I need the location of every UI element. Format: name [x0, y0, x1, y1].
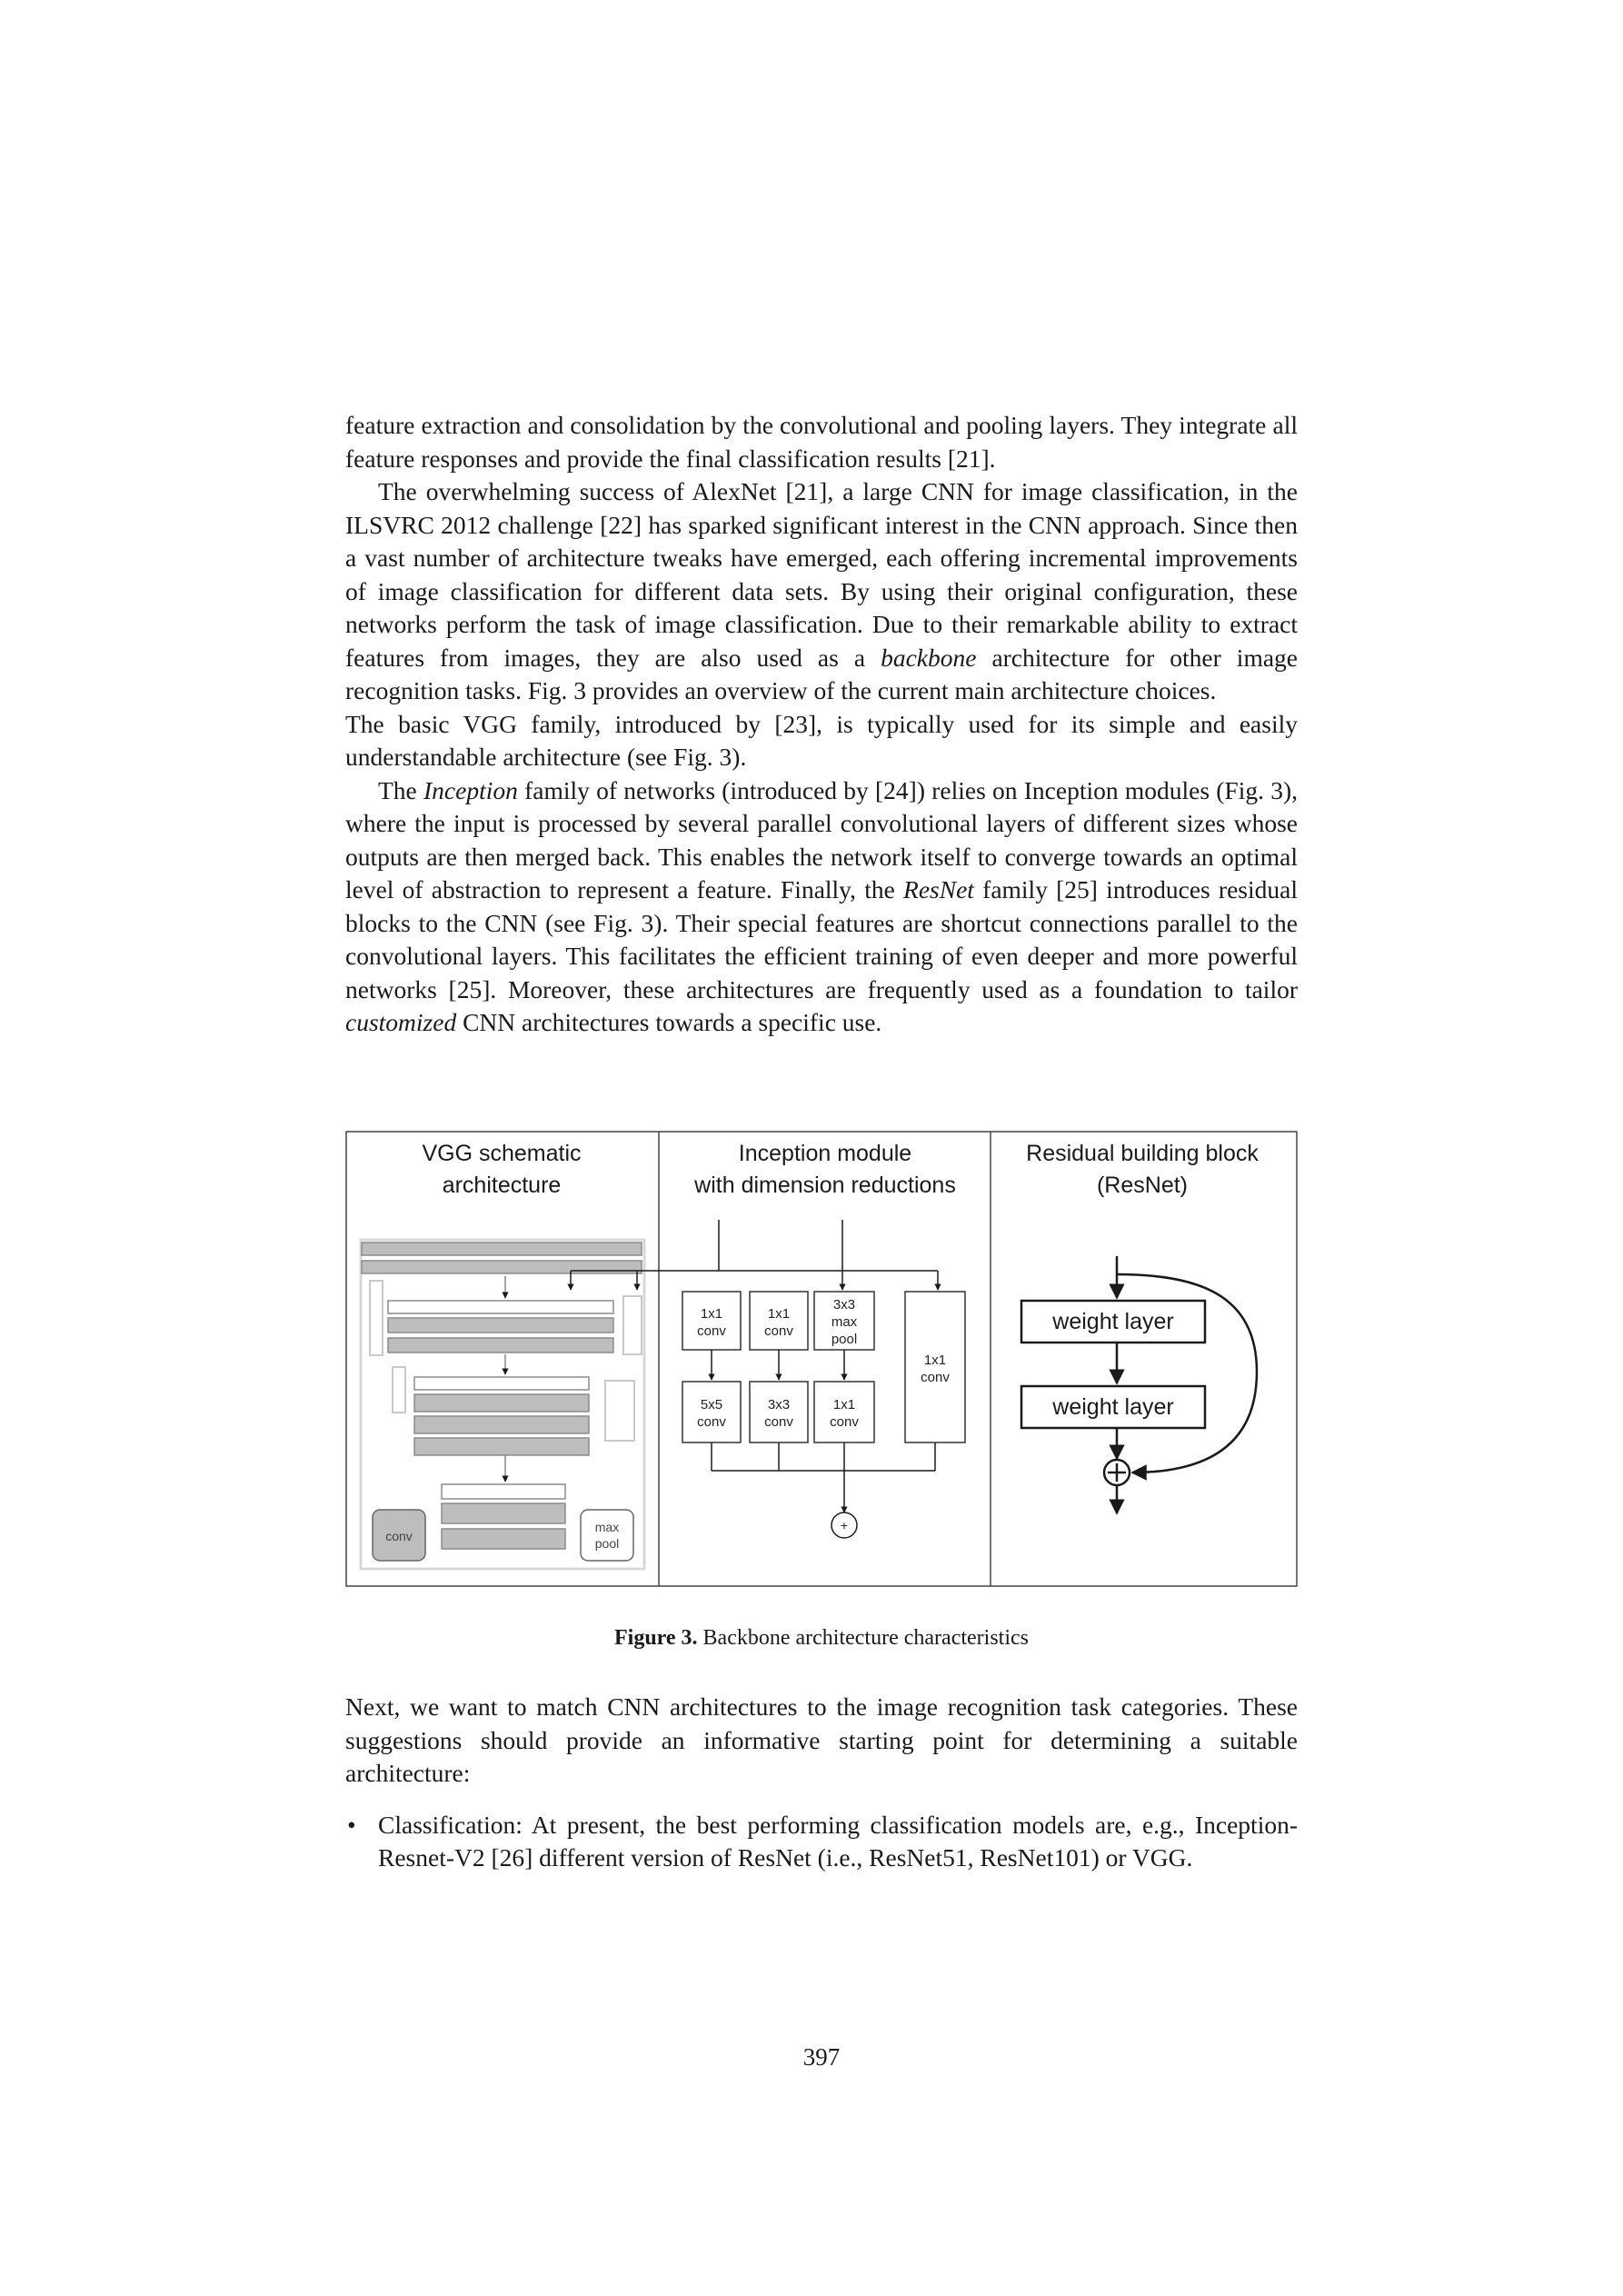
figure-caption: Figure 3. Backbone architecture characteristics [613, 1626, 1029, 1650]
paragraph-1: feature extraction and consolidation by the convolutional and pooling layers. They integrate all feature responses and provide the final classification results [21]. [345, 411, 1298, 473]
svg-text:3x3: 3x3 [767, 1397, 791, 1413]
body-text-bottom [345, 1691, 1298, 1875]
paragraph-2: The overwhelming success of AlexNet [21], a large CNN for image classification, in the ILSVRC 2012 challenge [22] has sparked significant interest in the CNN approach. Since then a vast number of architecture tweaks have emerged, each offering incremental improvements of image classification for different data sets. By using their original configuration, these networks perform the task of image classification. Due to their remarkable ability to extract features from images, they are also used as a backbone architecture for other image recognition tasks. Fig. 3 provides an overview of the current main architecture choices. [345, 477, 1298, 704]
figure-diagram [345, 1131, 1298, 1587]
svg-text:3x3: 3x3 [832, 1297, 856, 1313]
weight-layer-2: weight layer [1052, 1394, 1174, 1420]
list-item: • Classification: At present, the best performing classification models are, e.g., Inception-Resnet-V2 [26] different version of ResNet (i.e., ResNet51, ResNet101) or VGG. [347, 1810, 1298, 1872]
svg-text:+: + [840, 1518, 849, 1532]
figure-3 [345, 1131, 1298, 1587]
bullet-icon: • [347, 1810, 356, 1839]
svg-text:max: max [831, 1314, 858, 1330]
svg-text:conv: conv [764, 1323, 793, 1339]
svg-text:1x1: 1x1 [700, 1306, 723, 1322]
svg-text:max: max [594, 1520, 620, 1534]
svg-text:pool: pool [831, 1332, 858, 1347]
panel3-title-line1: Residual building block [1026, 1141, 1259, 1166]
paragraph-3: The basic VGG family, introduced by [23], is typically used for its simple and easily understandable architecture (see Fig. 3). [345, 709, 1298, 771]
weight-layer-1: weight layer [1052, 1309, 1174, 1334]
svg-text:5x5: 5x5 [700, 1397, 723, 1413]
page-number: 397 [802, 2043, 841, 2071]
svg-text:conv: conv [830, 1414, 859, 1430]
panel3-title-line2: (ResNet) [1096, 1173, 1189, 1198]
panel1-title-line2: architecture [442, 1173, 562, 1198]
panel2-title-line2: with dimension reductions [694, 1173, 956, 1198]
vgg-legend-maxpool [581, 1510, 633, 1561]
svg-text:conv: conv [921, 1370, 950, 1385]
svg-text:1x1: 1x1 [923, 1353, 947, 1368]
svg-text:conv: conv [697, 1323, 726, 1339]
svg-text:conv: conv [385, 1529, 413, 1543]
bullet-list [345, 1809, 1298, 1875]
panel2-title-line1: Inception module [738, 1141, 912, 1166]
paragraph-4: The Inception family of networks (introduced by [24]) relies on Inception modules (Fig. 3), where the input is processed by several parallel convolutional layers of different sizes whose outputs are then merged back. This enables the network itself to converge towards an optimal level of abstraction to represent a feature. Finally, the ResNet family [25] introduces residual blocks to the CNN (see Fig. 3). Their special features are shortcut connections parallel to the convolutional layers. This facilitates the efficient training of even deeper and more powerful networks [25]. Moreover, these architectures are frequently used as a foundation to tailor customized CNN architectures towards a specific use. [345, 775, 1298, 1036]
panel1-title-line1: VGG schematic [422, 1141, 582, 1166]
svg-text:1x1: 1x1 [832, 1397, 856, 1413]
svg-text:conv: conv [697, 1414, 726, 1430]
body-text-top [345, 409, 1298, 1040]
svg-text:pool: pool [594, 1536, 620, 1551]
svg-text:conv: conv [764, 1414, 793, 1430]
svg-text:1x1: 1x1 [767, 1306, 791, 1322]
paragraph-5: Next, we want to match CNN architectures to the image recognition task categories. These suggestions should provide an informative starting point for determining a suitable architecture: [345, 1692, 1298, 1787]
